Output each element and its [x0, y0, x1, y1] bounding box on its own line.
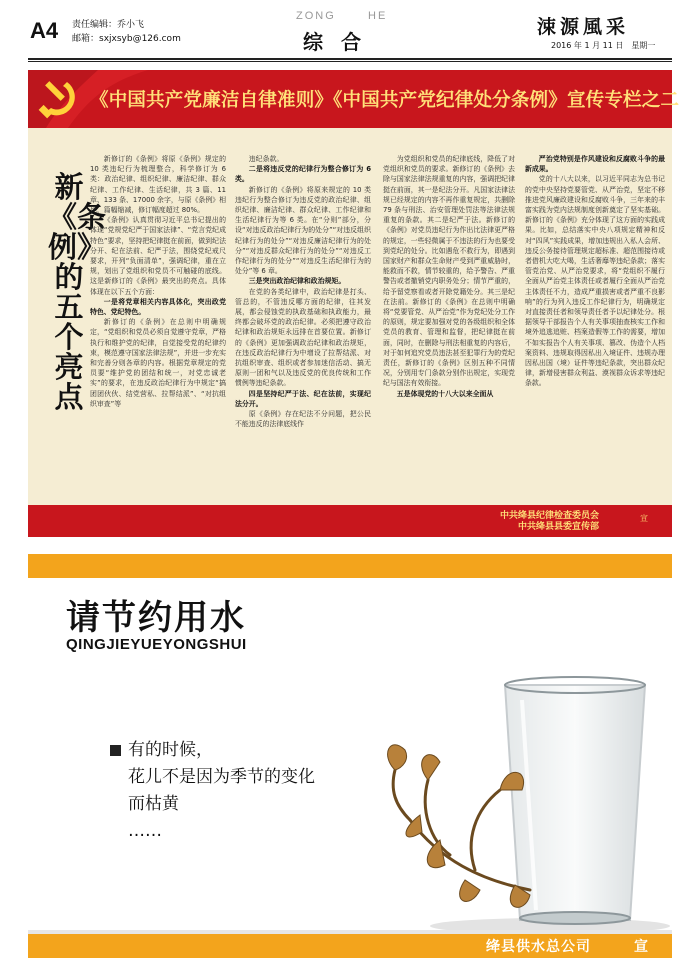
article-subheading: 一是将党章相关内容具体化，突出政党特色、党纪特色。 [90, 297, 226, 317]
article-paragraph: 新修订的《条例》在总则中明确规定，“党组织和党员必须自觉遵守党章，严格执行和维护党的纪律，自觉接受党的纪律约束，模范遵守国家法律法规”，并进一步充实和完善分则各章的内容。根据党章规定的党员要“维护党的团结和统一，对党忠诚老实”的要求，在违反政治纪律行为中规定“搞团团伙伙、结党营私、拉帮结派”、“对抗组织审查”等 [90, 318, 226, 408]
withered-flower-glass-illustration [300, 640, 680, 940]
author-line-1: 中共绛县纪律检查委员会 [500, 511, 600, 521]
article-subheading: 四是坚持纪严于法、纪在法前，实现纪法分开。 [235, 389, 371, 408]
article-paragraph: 为党组织和党员的纪律底线，降低了对党组织和党员的要求。新修订的《条例》去除与国家法律法规重复的内容，强调把纪律挺在前面，其一是纪法分开。凡国家法律法规已经规定的内容不再作重复规定，共删除 79 条与刑法、治安管理处罚法等法律法规重复的条款。其二是纪严于法。新修订的《条例》对党员违纪行为作出比法律更严格的规定，一些轻微属于不违法的行为也要受到党纪的处分。比如遇危不救行为，即遇到国家财产和群众生命财产受到严重威胁时，能救而不救，情节较重的，给予警告、严重警告或者撤销党内职务处分；情节严重的，给予留党察看或者开除党籍处分。其三是纪在法前。新修订的《条例》在总则中明确将“党要管党、从严治党”作为党纪处分工作的原则，规定要加强对党的各级组织和全体党员的教育、管理和监督，把纪律挺在前面，同时，在删除与刑法相重复的内容后，对于如何追究党员违法甚至犯罪行为的党纪责任，新修订的《条例》区别五种不同情况，分别用专门条款分别作出规定，实现党纪与国法有效衔接。 [383, 155, 515, 388]
newspaper-brand: 涑源風采 [537, 16, 630, 38]
article-subheading: 严治党特别是作风建设和反腐败斗争的最新成果。 [525, 155, 665, 174]
article-paragraph: 党的十八大以来，以习近平同志为总书记的党中央坚持党要管党、从严治党，坚定不移推进党风廉政建设和反腐败斗争，三年来的丰富实践为党内法规制度创新奠定了坚实基础。新修订的《条例》充分体现了这方面的实践成果。比如，总结落实中央八项规定精神和反对“四风”实践成果，增加违规出入私人会所、违反公务接待管理规定超标准、超范围接待或者借机大吃大喝，生活奢靡等违纪条款；落实管党治党、从严治党要求，将“党组织不履行全面从严治党主体责任或者履行全面从严治党主体责任不力，造成严重损害或者严重不良影响”的行为列入违反工作纪律行为，明确规定对直接责任者和领导责任者予以纪律处分。根据领导干部报告个人有关事项抽查核实工作和境外追逃追赃、档案造假等工作的需要，增加不如实报告个人有关事项、篡改、伪造个人档案资料、违规取得因私出入境证件、违规办理因私出国（境）证件等违纪条款，突出群众纪律，新增侵害群众利益、漠视群众诉求等违纪条款。 [525, 175, 665, 388]
ad-copy-line: 花儿不是因为季节的变化 [128, 767, 315, 787]
empty-glass-icon [505, 677, 645, 924]
article-subheading: 三是突出政治纪律和政治规矩。 [248, 277, 346, 286]
ad-copy-line: 有的时候， [128, 740, 213, 760]
article-paragraph: 在党的各类纪律中，政治纪律是打头、管总的，不管违反哪方面的纪律，往其发展，都会侵蚀党的执政基础和执政能力，最终都会破坏党的政治纪律。必须把遵守政治纪律和政治规矩永远排在首要位置。新修订的《条例》更加强调政治纪律和政治规矩，在违反政治纪律行为中增设了拉帮结派、对抗组织审查、组织或者参加迷信活动、搞无原则一团和气以及违反党的优良传统和工作惯例等违纪条款。 [235, 287, 371, 388]
article-column-4 [525, 154, 665, 502]
header-divider [28, 58, 672, 60]
ad-sponsor: 绛县供水总公司 [486, 939, 591, 955]
editor-info [72, 18, 181, 46]
ad-copy-line: …… [128, 821, 162, 841]
header-divider-thin [28, 61, 672, 62]
article-subheading: 二是将违反党的纪律行为整合修订为 6 类。 [235, 165, 371, 184]
article-paragraph: 新修订的《条例》将原来规定的 10 类违纪行为整合修订为违反党的政治纪律、组织纪律、廉洁纪律、群众纪律、工作纪律和生活纪律行为等 6 类。在“分则”部分，分设“对违反政治纪律行为的处分”“对违反组织纪律行为的处分”“对违反廉洁纪律行为的处分”“对违反群众纪律行为的处分”“对违反工作纪律行为的处分”“对违反生活纪律行为的处分”等 6 章。 [235, 185, 371, 276]
dried-leaves [388, 745, 530, 908]
party-emblem-icon [36, 76, 82, 122]
article-author [500, 511, 599, 533]
ad-copy-line: 而枯黄 [128, 794, 179, 814]
banner-title: 《中国共产党廉洁自律准则》《中国共产党纪律处分条例》宣传专栏之二 [90, 90, 680, 111]
article-paragraph: 违纪条款。 [248, 155, 284, 163]
publication-date: 2016 年 1 月 11 日 星期一 [551, 41, 656, 50]
ad-sponsor-tag: 宣 [634, 939, 648, 955]
author-line-2: 中共绛县县委宣传部 [518, 522, 600, 532]
article-column-1 [90, 154, 226, 502]
ad-title: 请节约用水 [66, 598, 246, 638]
page-number: A4 [30, 18, 59, 43]
article-column-2 [235, 154, 371, 502]
ad-top-bar [28, 554, 672, 578]
article-paragraph: 《条例》认真贯彻习近平总书记提出的体现“党规党纪严于国家法律”、“党言党纪成特色”要求，坚持把纪律挺在前面，做到纪法分开、纪在法前、纪严于法，围绕党纪戒尺要求，开列“负面清单”，强调纪律，重在立规，划出了党组织和党员不可触碰的底线。这是新修订的《条例》最突出的亮点。具体体现在以下五个方面： [90, 216, 226, 296]
ad-copy [128, 737, 315, 845]
editor-line: 责任编辑：乔小飞 [72, 20, 145, 30]
article-column-3 [383, 154, 515, 502]
section-pinyin-right: HE [368, 10, 388, 22]
article-paragraph: 原《条例》存在纪法不分问题，把公民不能违反的法律底线作 [235, 410, 371, 429]
section-pinyin-left: ZONG [296, 10, 336, 22]
ad-pinyin: QINGJIEYUEYONGSHUI [66, 636, 247, 653]
article-headline: 新《条例》的五个亮点 [48, 170, 107, 414]
article-subheading: 五是体现党的十八大以来全面从 [396, 389, 494, 398]
email-line: 邮箱：sxjxsyb@126.com [72, 34, 181, 44]
section-title: 综合 [303, 30, 379, 54]
bullet-square-icon [110, 745, 121, 756]
article-paragraph: 新修订的《条例》将原《条例》规定的 10 类违纪行为梳理整合，科学修订为 6 类：政治纪律、组织纪律、廉洁纪律、群众纪律、工作纪律、生活纪律，共 3 篇、11 章、133 条、17000 余字，与原《条例》相比，篇幅缩减，修订幅度超过 80%。 [90, 155, 226, 215]
author-tag: 宣 [640, 514, 648, 523]
